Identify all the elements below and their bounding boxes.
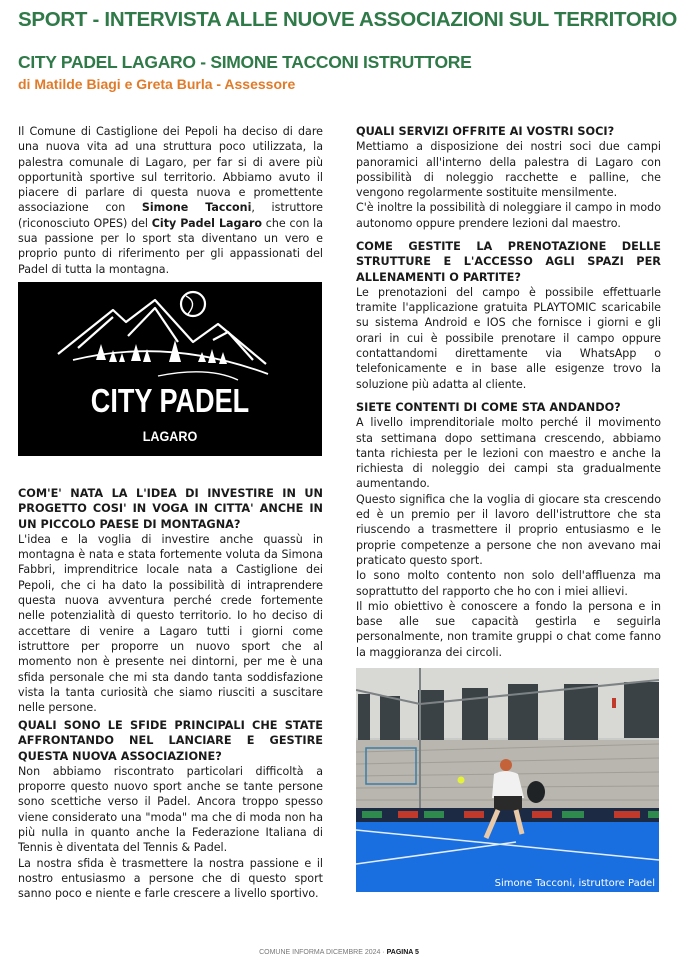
question-heading: COM'E' NATA LA L'IDEA DI INVESTIRE IN UN PROGETTO COSI' IN VOGA IN CITTA' ANCHE IN UN PICCOLO PAESE DI MONTAGNA? (18, 487, 323, 531)
padel-court-photo-icon (356, 668, 659, 892)
photo-caption: Simone Tacconi, istruttore Padel (494, 878, 655, 889)
intro-bold-name: Simone Tacconi (141, 201, 252, 215)
answer-paragraph: C'è inoltre la possibilità di noleggiare il campo in modo autonomo oppure prendere lezioni dal maestro. (356, 201, 661, 230)
answer-paragraph: Io sono molto contento non solo dell'affluenza ma soprattutto del rapporto che ho con i miei allievi. (356, 569, 661, 598)
answer-paragraph: A livello imprenditoriale molto perché il movimento sta settimana dopo settimana crescendo, abbiamo tanta richiesta per le lezioni con maestro e anche la richiesta di noleggio dei campi sta gradualmente aumentando. (356, 416, 661, 491)
intro-text-3: che con la sua passione per lo sport sta diventano un vero e proprio punto di riferimento per gli appassionati del Padel di tutta la montagna. (18, 216, 323, 276)
question-heading: QUALI SERVIZI OFFRITE AI VOSTRI SOCI? (356, 125, 615, 138)
answer-paragraph: La nostra sfida è trasmettere la nostra passione e il nostro entusiasmo a persone che di questo sport sanno poco e niente e farle crescere a livello sportivo. (18, 856, 323, 901)
answer-paragraph: Questo significa che la voglia di giocare sta crescendo ed è un premio per il lavoro dell'istruttore che sta riuscendo a trasmettere il proprio entusiasmo e le proprie competenze a persone che non avevano mai praticato questo sport. (356, 492, 661, 567)
section-challenges (18, 718, 323, 902)
answer-paragraph: Non abbiamo riscontrato particolari difficoltà a proporre questo nuovo sport anche se tante persone sono scettiche verso il Padel. Ancora troppo spesso viene considerato una "moda" ma che di moda non ha più nulla in quanto anche la Federazione Italiana di Tennis è diventata del Tennis & Padel. (18, 764, 323, 855)
intro-bold-club: City Padel Lagaro (151, 216, 263, 230)
page-title: SPORT - INTERVISTA ALLE NUOVE ASSOCIAZIONI SUL TERRITORIO (18, 8, 678, 31)
footer-page-number: PAGINA 5 (386, 949, 419, 956)
logo-title: CITY PADEL (90, 382, 250, 419)
intro-paragraph (18, 124, 323, 277)
section-satisfaction (356, 400, 661, 660)
article-subtitle: CITY PADEL LAGARO - SIMONE TACCONI ISTRUTTORE (18, 52, 472, 72)
section-booking (356, 239, 661, 392)
section-idea (18, 486, 323, 715)
section-services (356, 124, 661, 231)
footer-publication: COMUNE INFORMA DICEMBRE 2024 · (259, 949, 387, 956)
question-heading: QUALI SONO LE SFIDE PRINCIPALI CHE STATE AFFRONTANDO NEL LANCIARE E GESTIRE QUESTA NUOVA ASSOCIAZIONE? (18, 719, 323, 763)
question-heading: COME GESTITE LA PRENOTAZIONE DELLE STRUTTURE E L'ACCESSO AGLI SPAZI PER ALLENAMENTI O PARTITE? (356, 240, 661, 284)
answer-paragraph: Mettiamo a disposizione dei nostri soci due campi panoramici all'interno della palestra di Lagaro con possibilità di noleggio racchette e palline, che vengono regolarmente sostituite mensilmente. (356, 140, 661, 200)
instructor-photo (356, 668, 659, 892)
logo-location: LAGARO (142, 428, 198, 444)
city-padel-logo (18, 282, 322, 456)
answer-paragraph: Le prenotazioni del campo è possibile effettuarle tramite l'applicazione gratuita PLAYTOMIC scaricabile su sistema Android e IOS che fornisce i giorni e gli orari in cui è possibile prenotare il campo oppure contattandomi direttamente via WhatsApp o telefonicamente e in base alle esigenze trovo la soluzione più adatta al cliente. (356, 285, 661, 391)
answer-paragraph: Il mio obiettivo è conoscere a fondo la persona e in base alle sue capacità gestirla e seguirla personalmente, non tramite gruppi o chat come fanno la maggioranza dei circoli. (356, 599, 661, 659)
intro-text-1: Il Comune di Castiglione dei Pepoli ha deciso di dare una nuova vita ad una struttura poco utilizzata, la palestra comunale di Lagaro, per far si di avere più opportunità sportive sul territorio. Abbiamo avuto il piacere di parlare di questa nuova e promettente associazione con (18, 125, 323, 215)
page-footer (0, 949, 678, 956)
question-heading: SIETE CONTENTI DI COME STA ANDANDO? (356, 401, 621, 414)
answer-paragraph: L'idea e la voglia di investire anche quassù in montagna è nata e stata fortemente voluta da Simona Fabbri, imprenditrice locale nata a Castiglione dei Pepoli, che ci ha dato la possibilità di intraprendere questa nuova avventura perché crede fortemente nelle potenzialità di questo territorio. Io ho deciso di accettare di venire a Lagaro tutti i giorni come istruttore per proporre un nuovo sport che al momento non è presente nei dintorni, per me è una sfida personale che mi sta dando tanta soddisfazione vista la tanta curiosità che siamo riusciti a suscitare nelle persone. (18, 532, 323, 715)
intro-text-2: , istruttore (riconosciuto OPES) del (18, 201, 323, 230)
article-byline: di Matilde Biagi e Greta Burla - Assessore (18, 76, 296, 92)
